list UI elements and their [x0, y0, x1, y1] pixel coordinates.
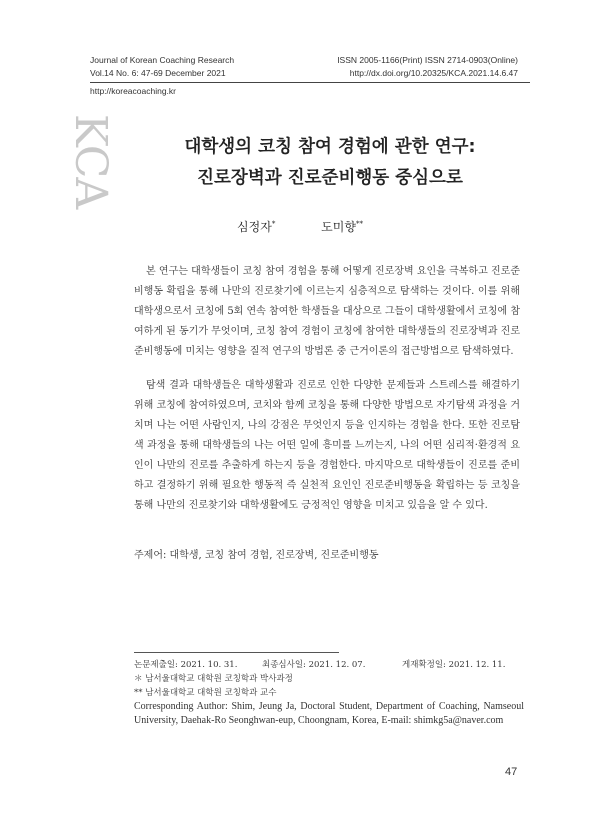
author-1: [237, 220, 275, 234]
header-rule: [90, 82, 530, 83]
keywords: [134, 546, 379, 561]
keywords-label: 주제어:: [134, 550, 167, 561]
author-1-footnote: ＊ 남서울대학교 대학원 코칭학과 박사과정: [134, 674, 293, 684]
volume-info: Vol.14 No. 6: 47-69 December 2021: [90, 68, 226, 78]
submission-dates: [134, 658, 524, 672]
abstract-paragraph-1: [134, 262, 520, 362]
author-1-name: 심정자: [237, 220, 272, 234]
keywords-text: 대학생, 코칭 참여 경험, 진로장벽, 진로준비행동: [169, 550, 379, 561]
abstract-text-2: 탐색 결과 대학생들은 대학생활과 진로로 인한 다양한 문제들과 스트레스를 해결하기 위해 코칭에 참여하였으며, 코치와 함께 코칭을 통해 다양한 방법으로 자기탐색 과정을 거치며 나는 어떤 사람인지, 나의 강점은 무엇인지 등을 인지하는 경험을 한다. 또한 진로탐색 과정을 통해 대학생들의 나는 어떤 일에 흥미를 느끼는지, 나의 어떤 심리적·환경적 요인이 나만의 진로를 추출하게 하는지 등을 경험한다. 마지막으로 대학생들이 진로를 준비하고 결정하기 위해 필요한 행동적 즉 실천적 요인인 진로준비행동을 확립하는 등 코칭을 통해 나만의 진로찾기와 대학생활에도 긍정적인 영향을 미치고 있음을 알 수 있다.: [134, 380, 520, 511]
footnote-rule: [134, 652, 339, 653]
abstract-text-1: 본 연구는 대학생들이 코칭 참여 경험을 통해 어떻게 진로장벽 요인을 극복하고 진로준비행동 확립을 통해 나만의 진로찾기에 이르는지 심층적으로 탐색하는 것이다. 이를 위해 대학생으로서 코칭에 5회 연속 참여한 학생들을 대상으로 그들이 대학생활에서 코칭에 참여하게 된 동기가 무엇이며, 코칭 참여 경험이 코칭에 참여한 대학생들의 진로장벽과 진로준비행동에 미치는 영향을 질적 연구의 방법론 중 근거이론의 접근방법으로 탐색하였다.: [134, 266, 520, 357]
doi-link[interactable]: http://dx.doi.org/10.20325/KCA.2021.14.6.47: [349, 68, 518, 78]
author-2: [321, 220, 363, 234]
author-list: [0, 218, 600, 235]
abstract-paragraph-2: [134, 376, 520, 516]
author-2-footnote: ** 남서울대학교 대학원 코칭학과 교수: [134, 688, 277, 698]
received-date: 논문제출일: 2021. 10. 31.: [134, 660, 238, 670]
author-2-name: 도미향: [321, 220, 356, 234]
paper-title-line-1: 대학생의 코칭 참여 경험에 관한 연구:: [184, 137, 476, 157]
journal-header-left: [90, 54, 234, 80]
author-1-mark: *: [271, 220, 276, 228]
svg-text:KCA: KCA: [65, 114, 116, 209]
accepted-date: 게재확정일: 2021. 12. 11.: [402, 660, 506, 670]
paper-title-line-2: 진로장벽과 진로준비행동 중심으로: [197, 168, 463, 188]
author-2-mark: **: [355, 220, 363, 228]
page-number: 47: [505, 766, 518, 778]
journal-name: Journal of Korean Coaching Research: [90, 55, 235, 65]
journal-header-right: [337, 54, 518, 80]
corresponding-author: Corresponding Author: Shim, Jeung Ja, Doctoral Student, Department of Coaching, Namseoul University, Daehak-Ro Seonghwan-eup, Choongnam, Korea, E-mail: shimkg5a@naver.com: [134, 701, 524, 726]
journal-url[interactable]: http://koreacoaching.kr: [90, 86, 176, 96]
issn-info: ISSN 2005-1166(Print) ISSN 2714-0903(Online): [337, 55, 518, 65]
reviewed-date: 최종심사일: 2021. 12. 07.: [262, 660, 366, 670]
